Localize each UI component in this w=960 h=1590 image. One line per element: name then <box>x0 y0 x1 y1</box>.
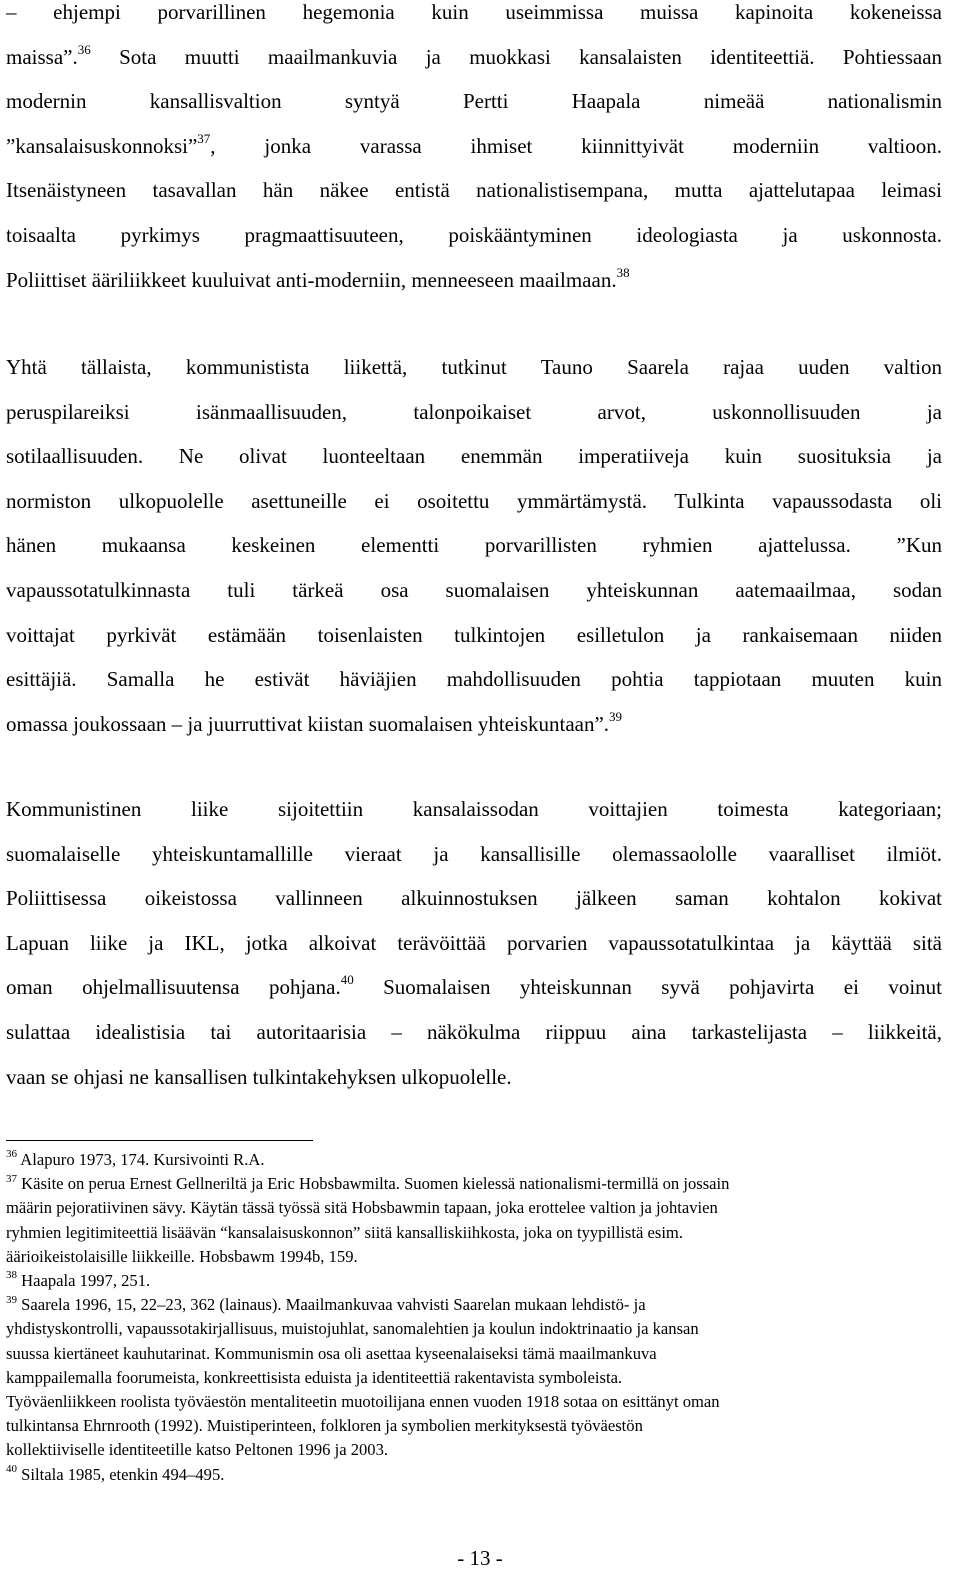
text-line: sotilaallisuuden. Ne olivat luonteeltaan enemmän imperatiiveja kuin suosituksia ja <box>6 444 942 469</box>
text-line: hänen mukaansa keskeinen elementti porvarillisten ryhmien ajattelussa. ”Kun <box>6 533 942 558</box>
paragraph-2 <box>6 345 942 746</box>
footnote-40 <box>6 1463 942 1487</box>
page-number: - 13 - <box>457 1546 503 1570</box>
footnote-ref-40[interactable]: 40 <box>340 972 354 988</box>
footnote-37 <box>6 1172 942 1269</box>
text-line: vapaussotatulkinnasta tuli tärkeä osa suomalaisen yhteiskunnan aatemaailmaa, sodan <box>6 577 942 602</box>
footnote-line: $^{39}$ Saarela 1996, 15, 22–23, 362 (lainaus). Maailmankuvaa vahvisti Saarelan mukaan lehdistö- ja <box>6 1293 646 1315</box>
text-line: vaan se ohjasi ne kansallisen tulkintakehyksen ulkopuolelle. <box>6 1064 512 1089</box>
footnote-ref-36[interactable]: 36 <box>77 41 91 57</box>
text-line: maissa”.$^{36}$ Sota muutti maailmankuvia ja muokkasi kansalaisten identiteettiä. Pohtiessaan <box>6 41 943 69</box>
footnote-line: $^{36}$ Alapuro 1973, 174. Kursivointi R.A. <box>6 1148 265 1169</box>
footnote-36 <box>6 1148 942 1172</box>
text-line: Poliittiset ääriliikkeet kuuluivat anti-moderniin, menneeseen maailmaan.$^{38}$ <box>6 264 630 292</box>
text-line: voittajat pyrkivät estämään toisenlaisten tulkintojen esilletulon ja rankaisemaan niiden <box>6 622 942 647</box>
text-line: normiston ulkopuolelle asettuneille ei osoitettu ymmärtämystä. Tulkinta vapaussodasta oli <box>6 488 942 513</box>
footnote-separator <box>6 1140 313 1141</box>
footnotes <box>6 1148 942 1487</box>
text-line: esittäjiä. Samalla he estivät häviäjien mahdollisuuden pohtia tappiotaan muuten kuin <box>6 667 942 692</box>
footnote-38 <box>6 1269 942 1293</box>
footnote-39 <box>6 1293 942 1462</box>
footnote-number: 37 <box>6 1172 17 1185</box>
footnote-line: äärioikeistolaisille liikkeille. Hobsbawm 1994b, 159. <box>6 1246 358 1266</box>
text-line: oman ohjelmallisuutensa pohjana.$^{40}$ Suomalaisen yhteiskunnan syvä pohjavirta ei voinut <box>6 972 942 1000</box>
footnote-ref-38[interactable]: 38 <box>616 264 630 280</box>
footnote-line: Työväenliikkeen roolista työväestön mentaliteetin muotoilijana ennen vuoden 1918 sotaa on esittänyt oman <box>6 1392 720 1412</box>
text-line: Lapuan liike ja IKL, jotka alkoivat terävöittää porvarien vapaussotatulkintaa ja käyttää sitä <box>6 930 942 955</box>
text-line: suomalaiselle yhteiskuntamallille vieraat ja kansallisille olemassaololle vaaralliset ilmiöt. <box>6 841 942 866</box>
footnote-line: tulkintansa Ehrnrooth (1992). Muistiperinteen, folkloren ja symbolien merkityksestä työväestön <box>6 1416 643 1436</box>
footnote-ref-39[interactable]: 39 <box>609 708 623 724</box>
footnote-number: 38 <box>6 1269 17 1282</box>
footnote-number: 39 <box>6 1293 17 1306</box>
text-line: omassa joukossaan – ja juurruttivat kiistan suomalaisen yhteiskuntaan”.$^{39}$ <box>6 708 623 736</box>
footnote-line: kamppailemalla foorumeista, konkreettisista eduista ja identiteettiä rakentavista symboleista. <box>6 1367 623 1387</box>
footnote-line: $^{40}$ Siltala 1985, etenkin 494–495. <box>6 1463 225 1484</box>
footnote-line: ryhmien legitimiteettiä lisäävän “kansalaisuskonnon” siitä kansalliskiihkosta, joka on tyypillistä esim. <box>6 1222 683 1242</box>
text-line: peruspilareiksi isänmaallisuuden, talonpoikaiset arvot, uskonnollisuuden ja <box>6 399 942 424</box>
text-line: Itsenäistyneen tasavallan hän näkee entistä nationalistisempana, mutta ajattelutapaa leimasi <box>6 178 942 203</box>
text-line: modernin kansallisvaltion syntyä Pertti Haapala nimeää nationalismin <box>6 89 942 114</box>
paragraph-3 <box>6 787 942 1099</box>
footnote-line: $^{38}$ Haapala 1997, 251. <box>6 1269 151 1291</box>
footnote-line: yhdistyskontrolli, vapaussotakirjallisuus, muistojuhlat, sanomalehtien ja koulun indoktrinaatio ja kansan <box>6 1319 699 1339</box>
footnote-line: $^{37}$ Käsite on perua Ernest Gellneriltä ja Eric Hobsbawmilta. Suomen kielessä nationalismi-termillä on jossain <box>6 1172 730 1194</box>
text-line: sulattaa idealistisia tai autoritaarisia – näkökulma riippuu aina tarkastelijasta – liikkeitä, <box>6 1019 942 1044</box>
text-line: – ehjempi porvarillinen hegemonia kuin useimmissa muissa kapinoita kokeneissa <box>6 0 942 24</box>
footnote-number: 40 <box>6 1463 17 1476</box>
footnote-number: 36 <box>6 1148 17 1161</box>
text-line: Poliittisessa oikeistossa vallinneen alkuinnostuksen jälkeen saman kohtalon kokivat <box>6 886 942 911</box>
footnote-ref-37[interactable]: 37 <box>197 130 211 146</box>
text-line: toisaalta pyrkimys pragmaattisuuteen, poiskääntyminen ideologiasta ja uskonnosta. <box>6 222 942 247</box>
footnote-line: kollektiiviselle identiteetille katso Peltonen 1996 ja 2003. <box>6 1440 389 1460</box>
text-line: Yhtä tällaista, kommunistista liikettä, tutkinut Tauno Saarela rajaa uuden valtion <box>6 355 942 379</box>
footnote-line: määrin pejoratiivinen sävy. Käytän tässä työssä sitä Hobsbawmin tapaan, joka erottelee valtion ja johtavien <box>6 1198 718 1218</box>
text-line: Kommunistinen liike sijoitettiin kansalaissodan voittajien toimesta kategoriaan; <box>6 797 942 821</box>
footnote-line: suussa kiertäneet kauhutarinat. Kommunismin osa oli asettaa kyseenalaiseksi tämä maailmankuva <box>6 1343 657 1363</box>
paragraph-1 <box>6 0 942 302</box>
text-line: ”kansalaisuskonnoksi”$^{37}$, jonka varassa ihmiset kiinnittyivät moderniin valtioon. <box>6 130 942 158</box>
